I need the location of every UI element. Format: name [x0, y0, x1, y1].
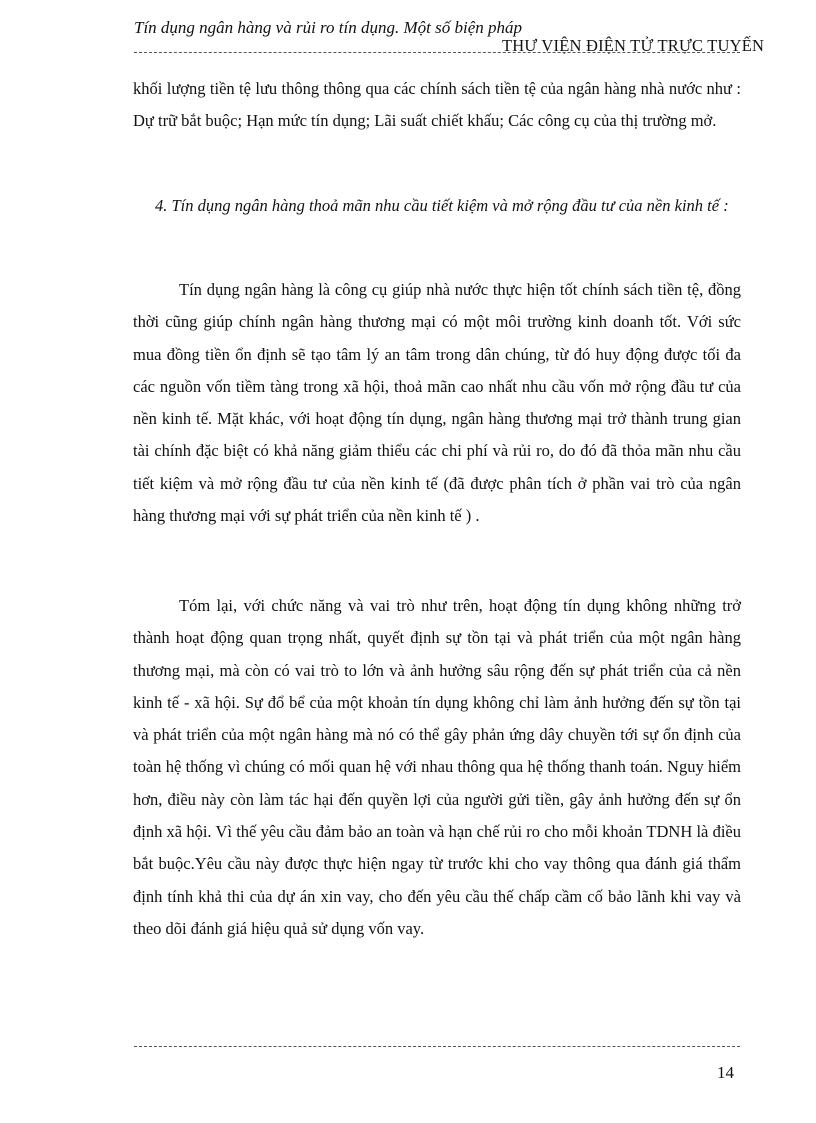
section-heading: 4. Tín dụng ngân hàng thoả mãn nhu cầu tiết kiệm và mở rộng đầu tư của nền kinh tế : [155, 196, 729, 215]
library-watermark: THƯ VIỆN ĐIỆN TỬ TRỰC TUYẾN [502, 36, 765, 55]
paragraph-continuation: khối lượng tiền tệ lưu thông thông qua các chính sách tiền tệ của ngân hàng nhà nước như : Dự trữ bắt buộc; Hạn mức tín dụng; Lãi suất chiết khấu; Các công cụ của thị trường mở. [133, 79, 741, 131]
paragraph: Tóm lại, với chức năng và vai trò như trên, hoạt động tín dụng không những trở thành hoạt động quan trọng nhất, quyết định sự tồn tại và phát triển của một ngân hàng thương mại, mà còn có vai trò to lớn và ảnh hưởng sâu rộng đến sự phát triển của cả nền kinh tế - xã hội. Sự đổ bể của một khoản tín dụng không chỉ làm ảnh hưởng đến sự tồn tại và phát triển của một ngân hàng mà nó có thể gây phản ứng dây chuyền tới sự ổn định của toàn hệ thống vì chúng có mối quan hệ với nhau thông qua hệ thống thanh toán. Nguy hiểm hơn, điều này còn làm tác hại đến quyền lợi của người gửi tiền, gây ảnh hưởng đến sự ổn định xã hội. Vì thế yêu cầu đảm bảo an toàn và hạn chế rủi ro cho mỗi khoản TDNH là điều bắt buộc.Yêu cầu này được thực hiện ngay từ trước khi cho vay thông qua đánh giá thẩm định tính khả thi của dự án xin vay, cho đến yêu cầu thế chấp cầm cố bảo lãnh khi vay và theo dõi đánh giá hiệu quả sử dụng vốn vay. [133, 596, 741, 938]
header-title: Tín dụng ngân hàng và rủi ro tín dụng. Một số biện pháp [134, 18, 523, 37]
page-number: 14 [717, 1063, 734, 1082]
footer-divider [134, 1046, 740, 1047]
header-divider [134, 52, 740, 53]
paragraph: Tín dụng ngân hàng là công cụ giúp nhà nước thực hiện tốt chính sách tiền tệ, đồng thời cũng giúp chính ngân hàng thương mại có một môi trường kinh doanh tốt. Với sức mua đồng tiền ổn định sẽ tạo tâm lý an tâm trong dân chúng, từ đó huy động được tối đa các nguồn vốn tiềm tàng trong xã hội, thoả mãn cao nhất nhu cầu vốn mở rộng đầu tư của nền kinh tế. Mặt khác, với hoạt động tín dụng, ngân hàng thương mại trở thành trung gian tài chính đặc biệt có khả năng giảm thiểu các chi phí và rủi ro, do đó đã thỏa mãn nhu cầu tiết kiệm và mở rộng đầu tư của nền kinh tế (đã được phân tích ở phần vai trò của ngân hàng thương mại với sự phát triển của nền kinh tế ) . [133, 280, 741, 526]
